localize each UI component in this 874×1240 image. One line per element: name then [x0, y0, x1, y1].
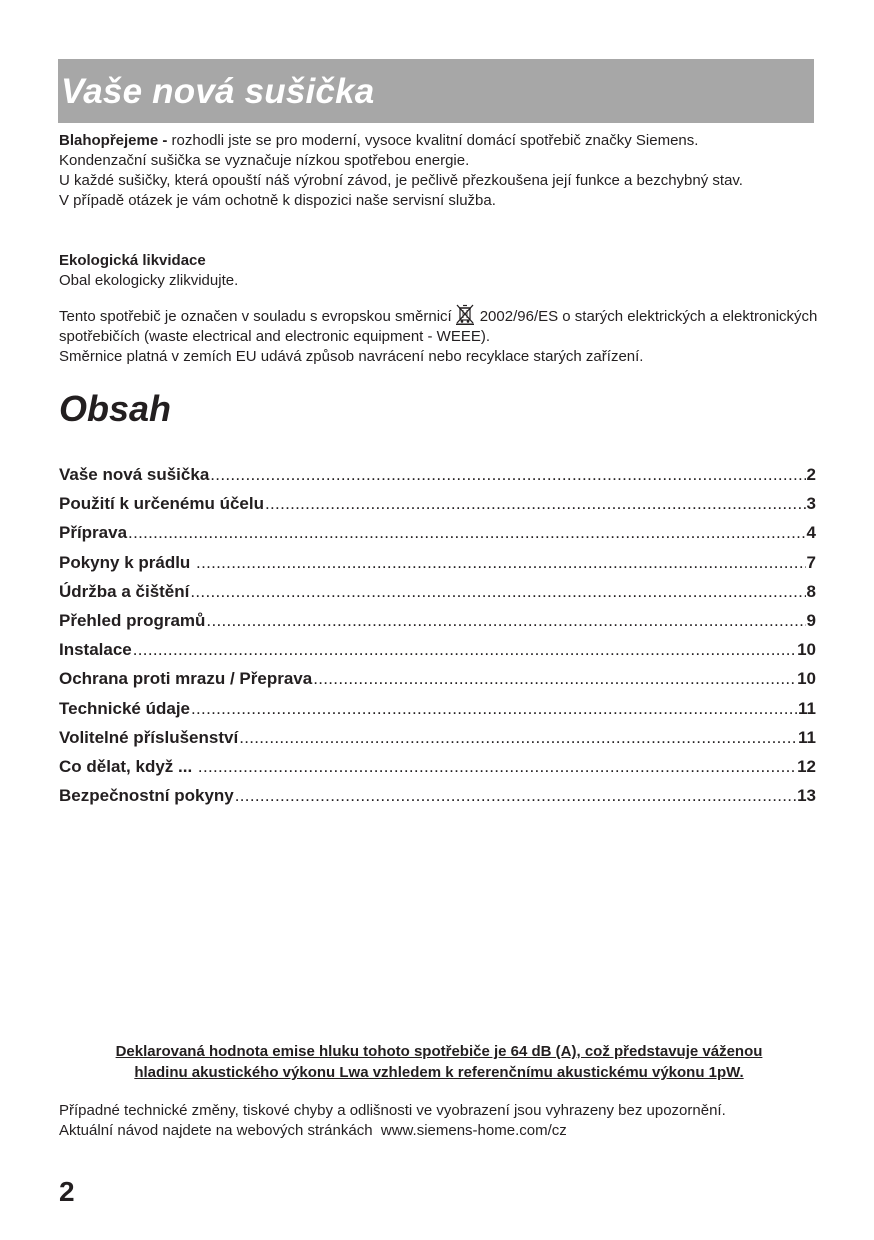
- toc-item-page: 8: [806, 581, 816, 601]
- table-of-contents: [59, 460, 816, 810]
- toc-item[interactable]: [59, 723, 816, 752]
- toc-dot-leader: [210, 460, 805, 489]
- toc-item-label: Technické údaje: [59, 698, 191, 718]
- intro-lead-rest: rozhodli jste se pro moderní, vysoce kvalitní domácí spotřebič značky Siemens.: [167, 132, 699, 149]
- toc-item-page: 2: [806, 465, 816, 484]
- eco-text: Obal ekologicky zlikvidujte.: [59, 272, 239, 289]
- toc-dot-leader: [190, 577, 805, 606]
- crossed-bin-icon: [454, 303, 476, 325]
- toc-item-page: 3: [806, 494, 816, 514]
- toc-dot-leader: [313, 664, 796, 693]
- intro-section: [59, 131, 819, 211]
- intro-lead-bold: Blahopřejeme -: [59, 132, 168, 149]
- toc-item-label: Příprava: [59, 523, 128, 543]
- noise-line-2: hladinu akustického výkonu Lwa vzhledem k referenčnímu akustickému výkonu 1pW.: [134, 1064, 744, 1081]
- toc-item[interactable]: [59, 518, 816, 547]
- toc-item-label: Přehled programů: [59, 610, 206, 630]
- toc-item-label: Ochrana proti mrazu / Přeprava: [59, 669, 313, 689]
- toc-dot-leader: [128, 518, 805, 547]
- toc-dot-leader: [198, 752, 796, 781]
- toc-item-label: Instalace: [59, 640, 132, 660]
- toc-item-page: 4: [806, 523, 816, 543]
- toc-item[interactable]: [59, 635, 816, 664]
- toc-item[interactable]: [59, 548, 816, 577]
- weee-before-icon: Tento spotřebič je označen v souladu s evropskou směrnicí: [59, 308, 452, 325]
- toc-heading: Obsah: [59, 388, 172, 429]
- toc-dot-leader: [265, 489, 806, 518]
- weee-after-icon: 2002/96/ES o starých elektrických a elektronických spotřebičích (waste electrical and electronic equipment - WEEE).: [59, 308, 818, 345]
- eco-heading: Ekologická likvidace: [59, 252, 206, 269]
- footer-notes: [59, 1101, 726, 1141]
- page-title: Vaše nová sušička: [61, 72, 375, 111]
- toc-item-page: 11: [798, 727, 816, 747]
- toc-dot-leader: [206, 606, 805, 635]
- toc-item[interactable]: [59, 489, 816, 518]
- toc-item-label: Údržba a čištění: [59, 581, 190, 601]
- toc-item-label: Pokyny k prádlu: [59, 552, 196, 572]
- footer-url-note: Aktuální návod najdete na webových stránkách www.siemens-home.com/cz: [59, 1122, 567, 1139]
- toc-item-page: 9: [806, 610, 816, 630]
- page-number: 2: [59, 1176, 75, 1207]
- footer-changes: Případné technické změny, tiskové chyby a odlišnosti ve vyobrazení jsou vyhrazeny bez upozornění.: [59, 1102, 726, 1119]
- toc-item[interactable]: [59, 752, 816, 781]
- toc-dot-leader: [239, 723, 797, 752]
- toc-item-label: Vaše nová sušička: [59, 465, 210, 484]
- toc-item-page: 12: [797, 756, 816, 776]
- toc-dot-leader: [196, 548, 805, 577]
- weee-line-2: Směrnice platná v zemích EU udává způsob navrácení nebo recyklace starých zařízení.: [59, 348, 644, 365]
- toc-item-label: Co dělat, když ...: [59, 756, 197, 776]
- toc-item-page: 7: [806, 552, 816, 572]
- weee-paragraph: [59, 303, 819, 347]
- toc-dot-leader: [133, 635, 796, 664]
- intro-lead: [59, 131, 819, 151]
- intro-line-3: U každé sušičky, která opouští náš výrobní závod, je pečlivě přezkoušena její funkce a bezchybný stav.: [59, 172, 743, 189]
- toc-item[interactable]: [59, 606, 816, 635]
- intro-line-4: V případě otázek je vám ochotně k dispozici naše servisní služba.: [59, 192, 496, 209]
- toc-item[interactable]: [59, 577, 816, 606]
- toc-item-page: 10: [797, 640, 816, 660]
- toc-dot-leader: [191, 694, 797, 723]
- intro-line-2: Kondenzační sušička se vyznačuje nízkou spotřebou energie.: [59, 152, 470, 169]
- toc-item[interactable]: [59, 694, 816, 723]
- title-bar: [58, 59, 814, 123]
- toc-item-label: Volitelné příslušenství: [59, 727, 239, 747]
- toc-item-page: 11: [798, 698, 816, 718]
- toc-item-label: Bezpečnostní pokyny: [59, 786, 234, 806]
- toc-dot-leader: [235, 781, 796, 810]
- toc-item[interactable]: [59, 781, 816, 810]
- toc-item[interactable]: [59, 664, 816, 693]
- toc-item[interactable]: [59, 460, 816, 489]
- noise-line-1: Deklarovaná hodnota emise hluku tohoto spotřebiče je 64 dB (A), což představuje váženou: [115, 1043, 763, 1060]
- weee-section: [59, 303, 819, 367]
- toc-item-label: Použití k určenému účelu: [59, 494, 264, 514]
- toc-item-page: 10: [797, 669, 816, 689]
- toc-item-page: 13: [797, 786, 816, 806]
- noise-declaration: [59, 1041, 819, 1083]
